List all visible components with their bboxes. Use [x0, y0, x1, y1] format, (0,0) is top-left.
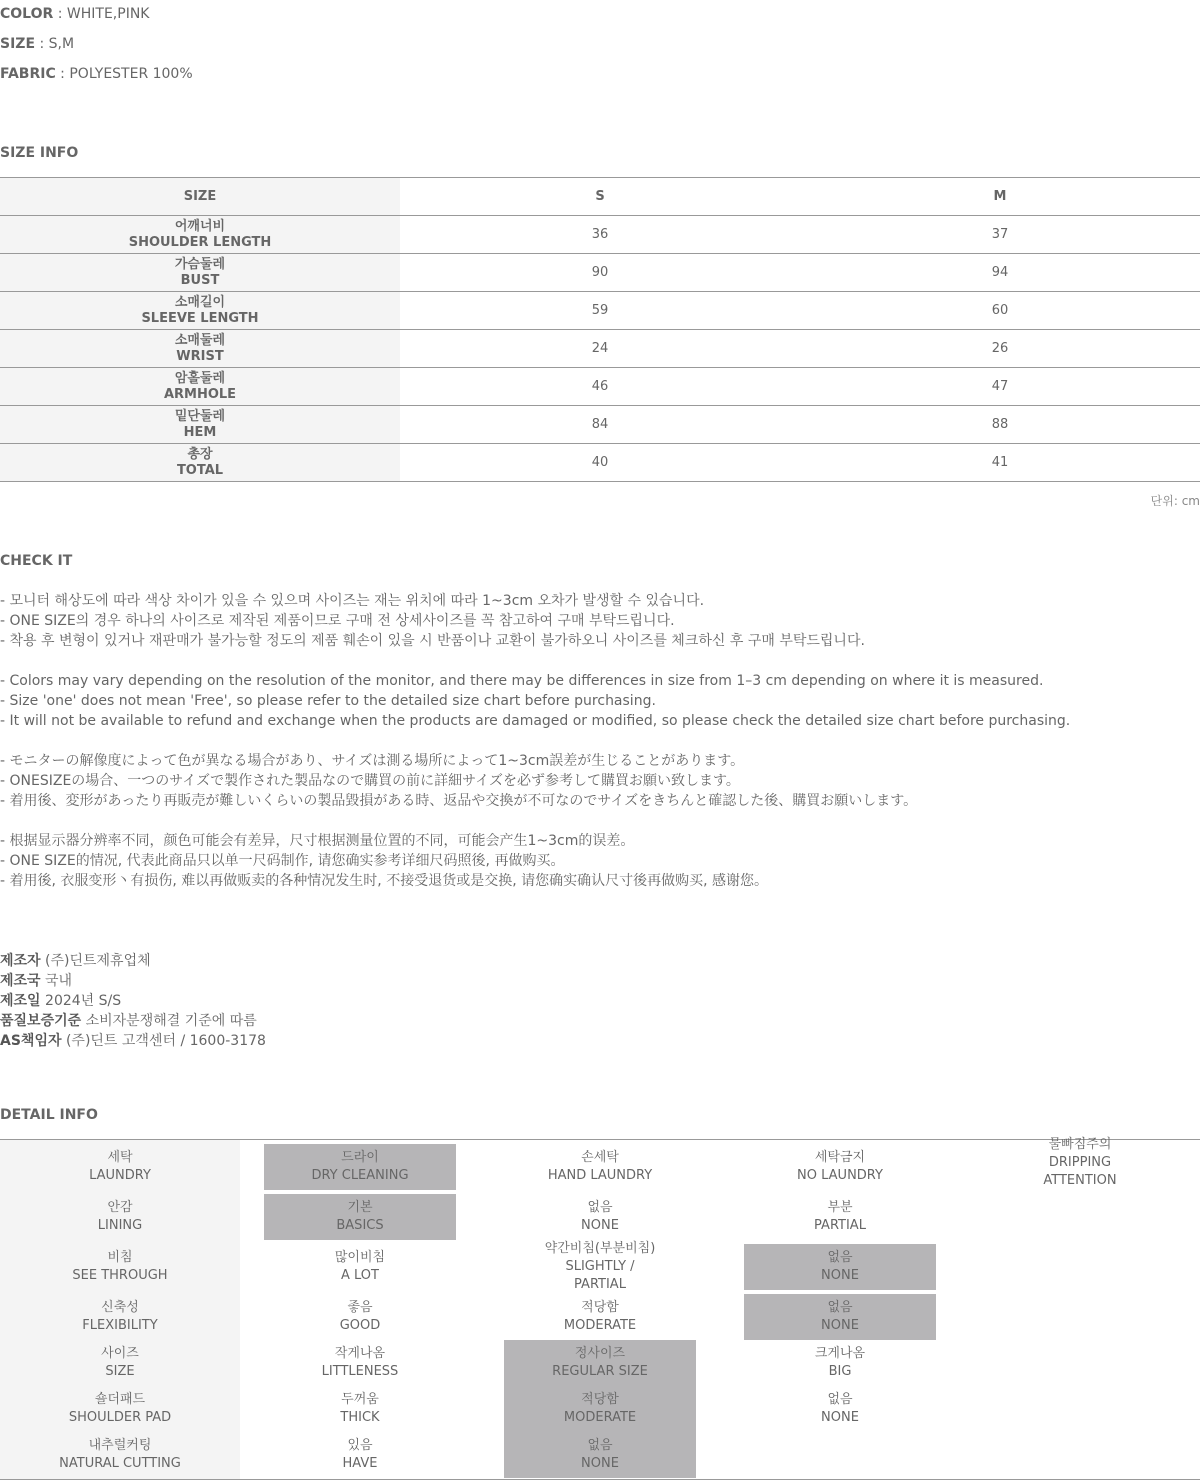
size-s-value: 84	[400, 406, 800, 444]
detail-option-line: 없음	[587, 1200, 613, 1215]
detail-option-line: REGULAR SIZE	[552, 1364, 648, 1379]
detail-option-line: MODERATE	[563, 1318, 637, 1333]
detail-option-line: 정사이즈	[574, 1346, 626, 1361]
detail-option-line: NONE	[581, 1456, 619, 1471]
size-row-label	[0, 444, 400, 482]
detail-row-label-line: SEE THROUGH	[72, 1268, 168, 1283]
maker-key: 제조국	[0, 973, 41, 989]
detail-row-label-line: 신축성	[101, 1300, 139, 1315]
size-row-label-ko: 어깨너비	[174, 218, 226, 234]
size-s-value: 46	[400, 368, 800, 406]
spec-key: FABRIC	[0, 66, 56, 82]
detail-row-label	[24, 1194, 216, 1240]
detail-option-line: 없음	[827, 1392, 853, 1407]
size-m-value: 88	[800, 406, 1200, 444]
unit-note: 단위: cm	[1150, 494, 1200, 508]
detail-option-line: 약간비침(부분비침)	[544, 1241, 656, 1256]
detail-option-line: BIG	[828, 1364, 852, 1379]
size-row	[0, 216, 1200, 254]
maker-info	[0, 951, 266, 1051]
detail-row-label	[24, 1386, 216, 1432]
detail-option	[264, 1432, 456, 1478]
size-row-label	[0, 216, 400, 254]
maker-value: (주)딘트 고객센터 / 1600-3178	[65, 1033, 266, 1049]
maker-value: (주)딘트제휴업체	[45, 953, 151, 969]
detail-option	[264, 1244, 456, 1290]
detail-row-label-line: 내추럴커팅	[88, 1438, 152, 1453]
detail-option-line: 두꺼움	[341, 1392, 379, 1407]
size-m-value: 94	[800, 254, 1200, 292]
size-row-label-ko: 가슴둘레	[174, 256, 226, 272]
size-m-value: 47	[800, 368, 1200, 406]
header-m: M	[800, 178, 1200, 216]
maker-key: 제조자	[0, 953, 41, 969]
size-row	[0, 254, 1200, 292]
check-it-body	[0, 591, 1070, 891]
detail-option-line: 물빠짐주의	[1048, 1137, 1112, 1152]
size-row-label-en: BUST	[180, 272, 220, 288]
detail-option-line: 적당함	[581, 1392, 619, 1407]
maker-value: 2024년 S/S	[45, 993, 122, 1009]
detail-option-line: PARTIAL	[574, 1277, 626, 1292]
detail-option-line: 있음	[347, 1438, 373, 1453]
size-row	[0, 406, 1200, 444]
detail-option-selected	[744, 1294, 936, 1340]
check-it-line: - 根据显示器分辨率不同，颜色可能会有差异，尺寸根据测量位置的不同，可能会产生1~3cm的误差。	[0, 833, 635, 849]
detail-option-line: ATTENTION	[1043, 1173, 1117, 1188]
detail-option	[264, 1294, 456, 1340]
size-row-label-ko: 소매둘레	[174, 332, 226, 348]
detail-option-line: NONE	[821, 1318, 859, 1333]
size-row-label-en: HEM	[183, 424, 217, 440]
maker-row	[0, 971, 266, 991]
spec-key: SIZE	[0, 36, 36, 52]
detail-option-selected	[264, 1194, 456, 1240]
detail-option	[504, 1241, 696, 1292]
detail-option-selected	[264, 1144, 456, 1190]
detail-option-line: A LOT	[341, 1268, 379, 1283]
check-it-line: - 着用後, 衣服变形丶有损伤, 难以再做贩卖的各种情况发生时, 不接受退货或是交换, 请您确实确认尺寸後再做购买, 感谢您。	[0, 873, 769, 889]
maker-key: AS책임자	[0, 1033, 62, 1049]
detail-option-line: DRIPPING	[1048, 1155, 1112, 1170]
check-it-line: - ONESIZEの場合、一つのサイズで製作された製品なので購買の前に詳細サイズを必ず参考して購買お願い致します。	[0, 773, 740, 789]
detail-option-line: 세탁금지	[814, 1150, 866, 1165]
detail-option-line: GOOD	[339, 1318, 381, 1333]
detail-row-label-line: FLEXIBILITY	[82, 1318, 158, 1333]
detail-option-line: 좋음	[347, 1300, 373, 1315]
detail-info-title: DETAIL INFO	[0, 1107, 98, 1123]
detail-option-selected	[504, 1386, 696, 1432]
detail-row-label	[24, 1432, 216, 1478]
size-table-wrap	[0, 177, 1200, 482]
detail-option-line: PARTIAL	[814, 1218, 866, 1233]
size-row-label-en: WRIST	[176, 348, 224, 364]
detail-row-label	[24, 1144, 216, 1190]
spec-fabric: FABRIC : POLYESTER 100%	[0, 66, 193, 82]
size-row-label	[0, 292, 400, 330]
size-table-header	[0, 178, 1200, 216]
detail-option	[504, 1194, 696, 1240]
detail-option	[504, 1294, 696, 1340]
check-it-line: - モニターの解像度によって色が異なる場合があり、サイズは測る場所によって1~3cm誤差が生じることがあります。	[0, 753, 745, 769]
spec-value: WHITE,PINK	[66, 6, 150, 22]
size-s-value: 40	[400, 444, 800, 482]
size-row	[0, 368, 1200, 406]
size-row	[0, 330, 1200, 368]
size-row-label	[0, 368, 400, 406]
detail-option-line: HAVE	[342, 1456, 378, 1471]
detail-row-label-line: LINING	[97, 1218, 143, 1233]
size-info-title: SIZE INFO	[0, 145, 79, 161]
size-row-label-en: SLEEVE LENGTH	[141, 310, 259, 326]
detail-option-line: THICK	[340, 1410, 380, 1425]
size-m-value: 26	[800, 330, 1200, 368]
detail-row-label	[24, 1294, 216, 1340]
size-m-value: 37	[800, 216, 1200, 254]
size-row	[0, 444, 1200, 482]
detail-option-line: 손세탁	[581, 1150, 619, 1165]
detail-option	[504, 1144, 696, 1190]
detail-option-line: NONE	[581, 1218, 619, 1233]
detail-option-line: NONE	[821, 1410, 859, 1425]
detail-option-line: 없음	[827, 1250, 853, 1265]
detail-option-line: MODERATE	[563, 1410, 637, 1425]
maker-row	[0, 1011, 266, 1031]
maker-row	[0, 1031, 266, 1051]
spec-value: POLYESTER 100%	[69, 66, 193, 82]
check-it-line: - ONE SIZE的情况, 代表此商品只以单一尺码制作, 请您确实参考详细尺码照後, 再做购买。	[0, 853, 565, 869]
detail-option	[984, 1137, 1176, 1188]
check-it-line: - ONE SIZE의 경우 하나의 사이즈로 제작된 제품이므로 구매 전 상세사이즈를 꼭 참고하여 구매 부탁드립니다.	[0, 613, 675, 629]
size-row-label-ko: 암홀둘레	[174, 370, 226, 386]
size-row-label-en: SHOULDER LENGTH	[128, 234, 272, 250]
maker-value: 국내	[45, 973, 73, 989]
size-row-label-ko: 밑단둘레	[174, 408, 226, 424]
detail-option-line: 부분	[827, 1200, 853, 1215]
detail-option	[744, 1144, 936, 1190]
check-it-title: CHECK IT	[0, 553, 73, 569]
maker-key: 제조일	[0, 993, 41, 1009]
detail-option-line: 기본	[347, 1200, 373, 1215]
detail-option-line: 드라이	[341, 1150, 379, 1165]
detail-row-label-line: SIZE	[105, 1364, 135, 1379]
detail-row-label-line: 숄더패드	[94, 1392, 146, 1407]
detail-row-label-line: SHOULDER PAD	[68, 1410, 172, 1425]
size-s-value: 24	[400, 330, 800, 368]
detail-option-line: 없음	[827, 1300, 853, 1315]
size-row-label-en: ARMHOLE	[163, 386, 237, 402]
size-row-label-ko: 소매길이	[174, 294, 226, 310]
detail-option	[264, 1386, 456, 1432]
detail-row-label	[24, 1340, 216, 1386]
detail-row-label-line: 안감	[107, 1200, 133, 1215]
maker-value: 소비자분쟁해결 기준에 따름	[85, 1013, 257, 1029]
size-row	[0, 292, 1200, 330]
detail-option-line: 적당함	[581, 1300, 619, 1315]
detail-option-selected	[504, 1432, 696, 1478]
spec-color: COLOR : WHITE,PINK	[0, 6, 150, 22]
detail-option-line: 없음	[587, 1438, 613, 1453]
detail-option	[744, 1340, 936, 1386]
maker-row	[0, 991, 266, 1011]
detail-row-label-line: 비침	[107, 1250, 133, 1265]
detail-row-label-line: LAUNDRY	[89, 1168, 151, 1183]
detail-row-label-line: NATURAL CUTTING	[59, 1456, 181, 1471]
detail-option	[264, 1340, 456, 1386]
check-it-line: - Size 'one' does not mean 'Free', so please refer to the detailed size chart before purchasing.	[0, 693, 656, 709]
detail-option-line: 많이비침	[334, 1250, 386, 1265]
header-s: S	[400, 178, 800, 216]
detail-option	[744, 1194, 936, 1240]
detail-option-line: DRY CLEANING	[311, 1168, 409, 1183]
detail-option-line: NO LAUNDRY	[797, 1168, 883, 1183]
size-table	[0, 177, 1200, 482]
detail-option-line: 작게나옴	[334, 1346, 386, 1361]
detail-row-label-line: 세탁	[107, 1150, 133, 1165]
detail-option-line: SLIGHTLY /	[565, 1259, 635, 1274]
detail-table	[0, 1139, 1200, 1480]
maker-row	[0, 951, 266, 971]
detail-option-line: HAND LAUNDRY	[547, 1168, 653, 1183]
detail-option-line: NONE	[821, 1268, 859, 1283]
size-row-label	[0, 330, 400, 368]
size-row-label-en: TOTAL	[176, 462, 224, 478]
check-it-line: - 모니터 해상도에 따라 색상 차이가 있을 수 있으며 사이즈는 재는 위치에 따라 1~3cm 오차가 발생할 수 있습니다.	[0, 593, 705, 609]
detail-option-line: BASICS	[336, 1218, 384, 1233]
detail-option	[744, 1386, 936, 1432]
size-s-value: 36	[400, 216, 800, 254]
detail-option-line: 크게나옴	[814, 1346, 866, 1361]
check-it-line: - It will not be available to refund and exchange when the products are damaged or modified, so please check the detailed size chart before purchasing.	[0, 713, 1071, 729]
size-row-label	[0, 254, 400, 292]
header-size: SIZE	[0, 178, 400, 216]
size-m-value: 41	[800, 444, 1200, 482]
spec-list	[0, 5, 193, 95]
detail-row-label	[24, 1244, 216, 1290]
detail-option-line: LITTLENESS	[321, 1364, 399, 1379]
spec-key: COLOR	[0, 6, 54, 22]
detail-option-selected	[744, 1244, 936, 1290]
size-row-label	[0, 406, 400, 444]
maker-key: 품질보증기준	[0, 1013, 82, 1029]
detail-option-selected	[504, 1340, 696, 1386]
size-m-value: 60	[800, 292, 1200, 330]
detail-row-label-line: 사이즈	[101, 1346, 139, 1361]
size-s-value: 90	[400, 254, 800, 292]
spec-value: S,M	[48, 36, 75, 52]
size-s-value: 59	[400, 292, 800, 330]
check-it-line: - 착용 후 변형이 있거나 재판매가 불가능할 정도의 제품 훼손이 있을 시 반품이나 교환이 불가하오니 사이즈를 체크하신 후 구매 부탁드립니다.	[0, 633, 865, 649]
size-row-label-ko: 총장	[187, 446, 213, 462]
check-it-line: - Colors may vary depending on the resolution of the monitor, and there may be differences in size from 1–3 cm depending on where it is measured.	[0, 673, 1044, 689]
check-it-line: - 着用後、変形があったり再販売が難しいくらいの製品毀損がある時、返品や交換が不可なのでサイズをきちんと確認した後、購買お願いします。	[0, 793, 918, 809]
spec-size: SIZE : S,M	[0, 36, 75, 52]
